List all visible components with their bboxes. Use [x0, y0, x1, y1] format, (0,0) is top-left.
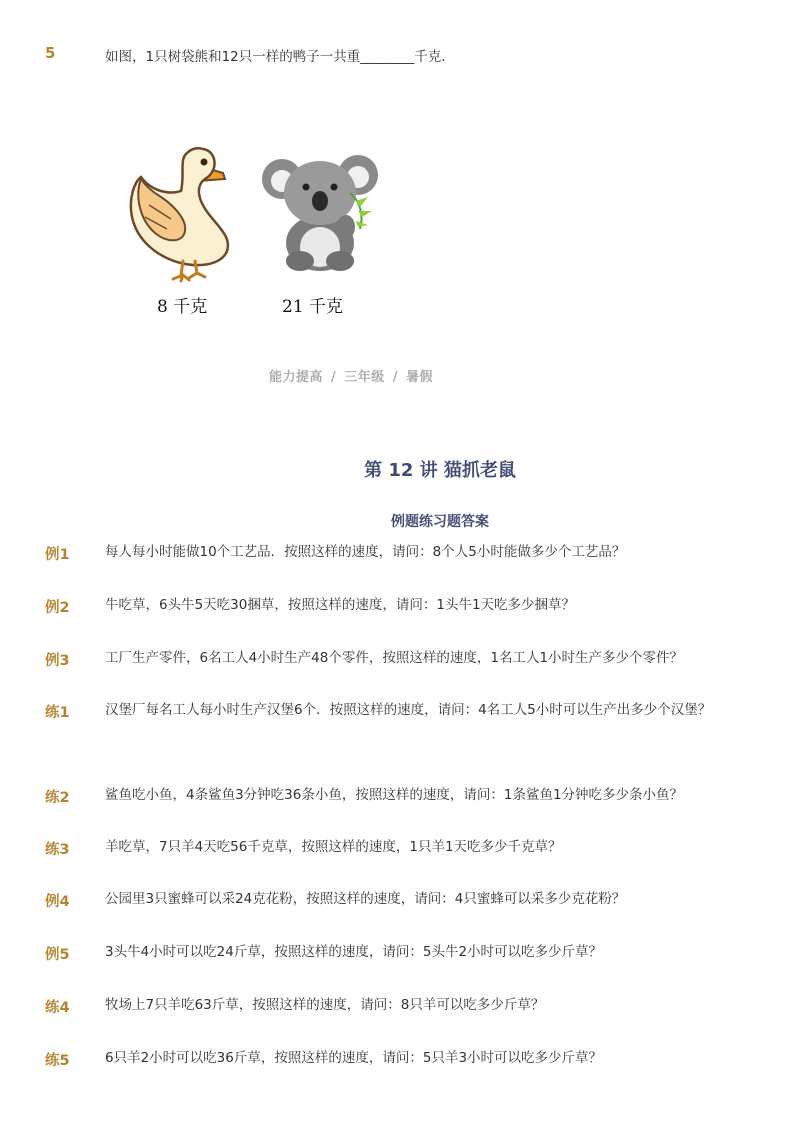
question-number: 5: [45, 44, 56, 62]
footer-breadcrumb: [269, 366, 433, 385]
item-label: 例4: [45, 894, 70, 910]
item-text: 汉堡厂每名工人每小时生产汉堡6个．按照这样的速度，请问：4名工人5小时可以生产出多少个汉堡？: [105, 702, 712, 718]
koala-weight-label: 21 千克: [282, 297, 344, 317]
item-text: 每人每小时能做10个工艺品．按照这样的速度，请问：8个人5小时能做多少个工艺品？: [105, 544, 626, 560]
duck-weight-label: 8 千克: [157, 297, 208, 317]
footer-grade: 三年级: [344, 370, 385, 385]
footer-term: 暑假: [406, 370, 434, 385]
lecture-title: 第 12 讲 猫抓老鼠: [364, 460, 516, 481]
item-label: 例2: [45, 600, 70, 616]
item-text: 牧场上7只羊吃63斤草，按照这样的速度，请问：8只羊可以吃多少斤草？: [105, 997, 545, 1013]
item-label: 练4: [45, 1000, 70, 1016]
footer-level: 能力提高: [269, 370, 324, 385]
item-label: 例1: [45, 547, 70, 563]
duck-icon: [125, 135, 245, 285]
item-text: 羊吃草，7只羊4天吃56千克草，按照这样的速度，1只羊1天吃多少千克草？: [105, 839, 562, 855]
item-label: 练1: [45, 705, 70, 721]
item-label: 练5: [45, 1053, 70, 1069]
item-text: 工厂生产零件，6名工人4小时生产48个零件，按照这样的速度，1名工人1小时生产多少个零件？: [105, 650, 684, 666]
footer-separator: /: [331, 370, 337, 385]
section-subtitle: 例题练习题答案: [391, 514, 489, 530]
question-5: [0, 44, 800, 68]
question-text: 如图，1只树袋熊和12只一样的鸭子一共重________千克．: [105, 49, 455, 65]
item-label: 例5: [45, 947, 70, 963]
footer-separator: /: [392, 370, 399, 385]
item-label: 练3: [45, 842, 70, 858]
item-label: 例3: [45, 653, 70, 669]
item-text: 公园里3只蜜蜂可以采24克花粉，按照这样的速度，请问：4只蜜蜂可以采多少克花粉？: [105, 891, 626, 907]
item-text: 6只羊2小时可以吃36斤草，按照这样的速度，请问：5只羊3小时可以吃多少斤草？: [105, 1050, 603, 1066]
item-text: 3头牛4小时可以吃24斤草，按照这样的速度，请问：5头牛2小时可以吃多少斤草？: [105, 944, 603, 960]
item-text: 牛吃草，6头牛5天吃30捆草，按照这样的速度，请问：1头牛1天吃多少捆草？: [105, 597, 576, 613]
item-label: 练2: [45, 790, 70, 806]
item-text: 鲨鱼吃小鱼，4条鲨鱼3分钟吃36条小鱼，按照这样的速度，请问：1条鲨鱼1分钟吃多少条小鱼？: [105, 787, 684, 803]
koala-icon: [260, 145, 380, 275]
